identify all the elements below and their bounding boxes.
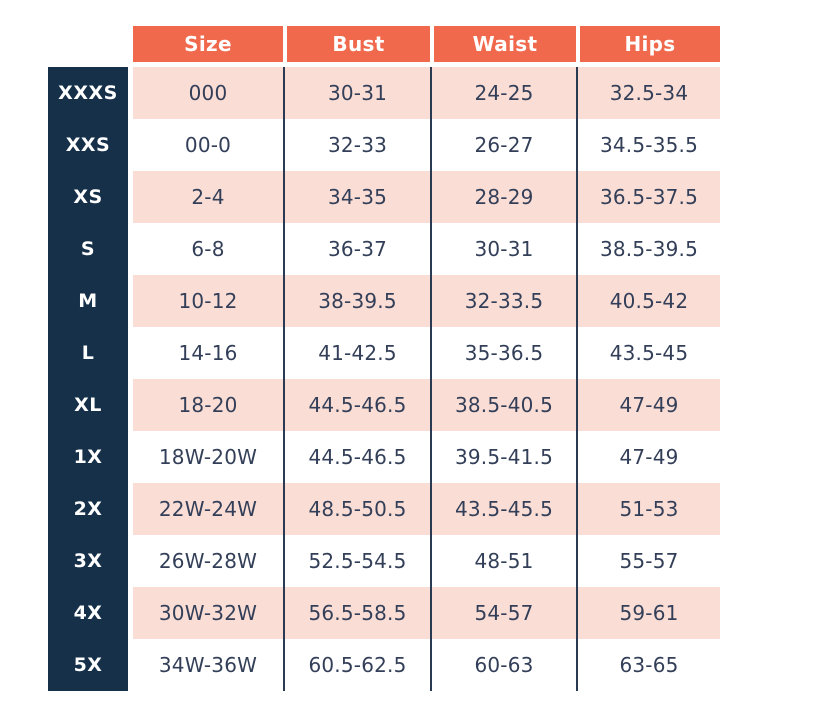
row-label-2x: 2X — [73, 498, 103, 520]
cell-hips: 32.5-34 — [576, 67, 720, 119]
row-label-5x: 5X — [73, 654, 103, 676]
header-cell-waist: Waist — [430, 26, 576, 62]
cell-size: 18W-20W — [158, 445, 258, 469]
cell-waist: 24-25 — [430, 67, 576, 119]
header-cell-hips: Hips — [576, 26, 720, 62]
cell-waist: 48-51 — [430, 535, 576, 587]
table-row — [133, 119, 720, 171]
cell-size: 00-0 — [184, 133, 232, 157]
cell-waist: 38.5-40.5 — [430, 379, 576, 431]
cell-size: 18-20 — [178, 393, 238, 417]
row-label-m: M — [78, 290, 98, 312]
table-row — [133, 171, 720, 223]
cell-bust: 32-33 — [283, 119, 430, 171]
cell-hips: 40.5-42 — [576, 275, 720, 327]
cell-size: 26W-28W — [158, 549, 258, 573]
table-row — [133, 431, 720, 483]
row-label-s: S — [80, 238, 96, 260]
cell-size: 22W-24W — [158, 497, 258, 521]
row-label-l: L — [81, 342, 95, 364]
cell-bust: 38-39.5 — [283, 275, 430, 327]
table-row — [133, 535, 720, 587]
row-label-4x: 4X — [73, 602, 103, 624]
table-row — [133, 223, 720, 275]
cell-hips: 47-49 — [576, 431, 720, 483]
cell-bust: 30-31 — [283, 67, 430, 119]
cell-hips: 36.5-37.5 — [576, 171, 720, 223]
cell-hips: 63-65 — [576, 639, 720, 691]
table-row — [133, 275, 720, 327]
cell-waist: 30-31 — [430, 223, 576, 275]
row-label-xs: XS — [73, 186, 103, 208]
row-label-xxxs: XXXS — [58, 82, 118, 104]
cell-bust: 48.5-50.5 — [283, 483, 430, 535]
cell-waist: 60-63 — [430, 639, 576, 691]
cell-bust: 34-35 — [283, 171, 430, 223]
cell-bust: 36-37 — [283, 223, 430, 275]
table-row — [133, 379, 720, 431]
cell-size: 000 — [188, 81, 228, 105]
cell-size: 6-8 — [191, 237, 225, 261]
cell-waist: 35-36.5 — [430, 327, 576, 379]
cell-hips: 43.5-45 — [576, 327, 720, 379]
cell-waist: 39.5-41.5 — [430, 431, 576, 483]
cell-size: 30W-32W — [158, 601, 258, 625]
cell-bust: 56.5-58.5 — [283, 587, 430, 639]
cell-hips: 38.5-39.5 — [576, 223, 720, 275]
cell-size: 2-4 — [191, 185, 225, 209]
table-row — [133, 587, 720, 639]
cell-size: 10-12 — [178, 289, 238, 313]
row-label-xxs: XXS — [65, 134, 111, 156]
cell-bust: 44.5-46.5 — [283, 379, 430, 431]
cell-hips: 34.5-35.5 — [576, 119, 720, 171]
table-row — [133, 639, 720, 691]
cell-waist: 32-33.5 — [430, 275, 576, 327]
cell-size: 14-16 — [178, 341, 238, 365]
row-label-3x: 3X — [73, 550, 103, 572]
cell-waist: 28-29 — [430, 171, 576, 223]
header-cell-bust: Bust — [283, 26, 430, 62]
cell-hips: 47-49 — [576, 379, 720, 431]
cell-hips: 59-61 — [576, 587, 720, 639]
table-row — [133, 67, 720, 119]
cell-bust: 41-42.5 — [283, 327, 430, 379]
cell-bust: 52.5-54.5 — [283, 535, 430, 587]
cell-waist: 54-57 — [430, 587, 576, 639]
cell-bust: 60.5-62.5 — [283, 639, 430, 691]
cell-size: 34W-36W — [158, 653, 258, 677]
cell-bust: 44.5-46.5 — [283, 431, 430, 483]
row-label-1x: 1X — [73, 446, 103, 468]
table-row — [133, 327, 720, 379]
row-label-column — [48, 67, 128, 691]
cell-hips: 55-57 — [576, 535, 720, 587]
table-row — [133, 483, 720, 535]
cell-waist: 43.5-45.5 — [430, 483, 576, 535]
cell-hips: 51-53 — [576, 483, 720, 535]
header-cell-size: Size — [133, 26, 283, 62]
cell-waist: 26-27 — [430, 119, 576, 171]
row-label-xl: XL — [74, 394, 102, 416]
table-body — [133, 67, 720, 691]
table-header-row — [133, 26, 720, 62]
